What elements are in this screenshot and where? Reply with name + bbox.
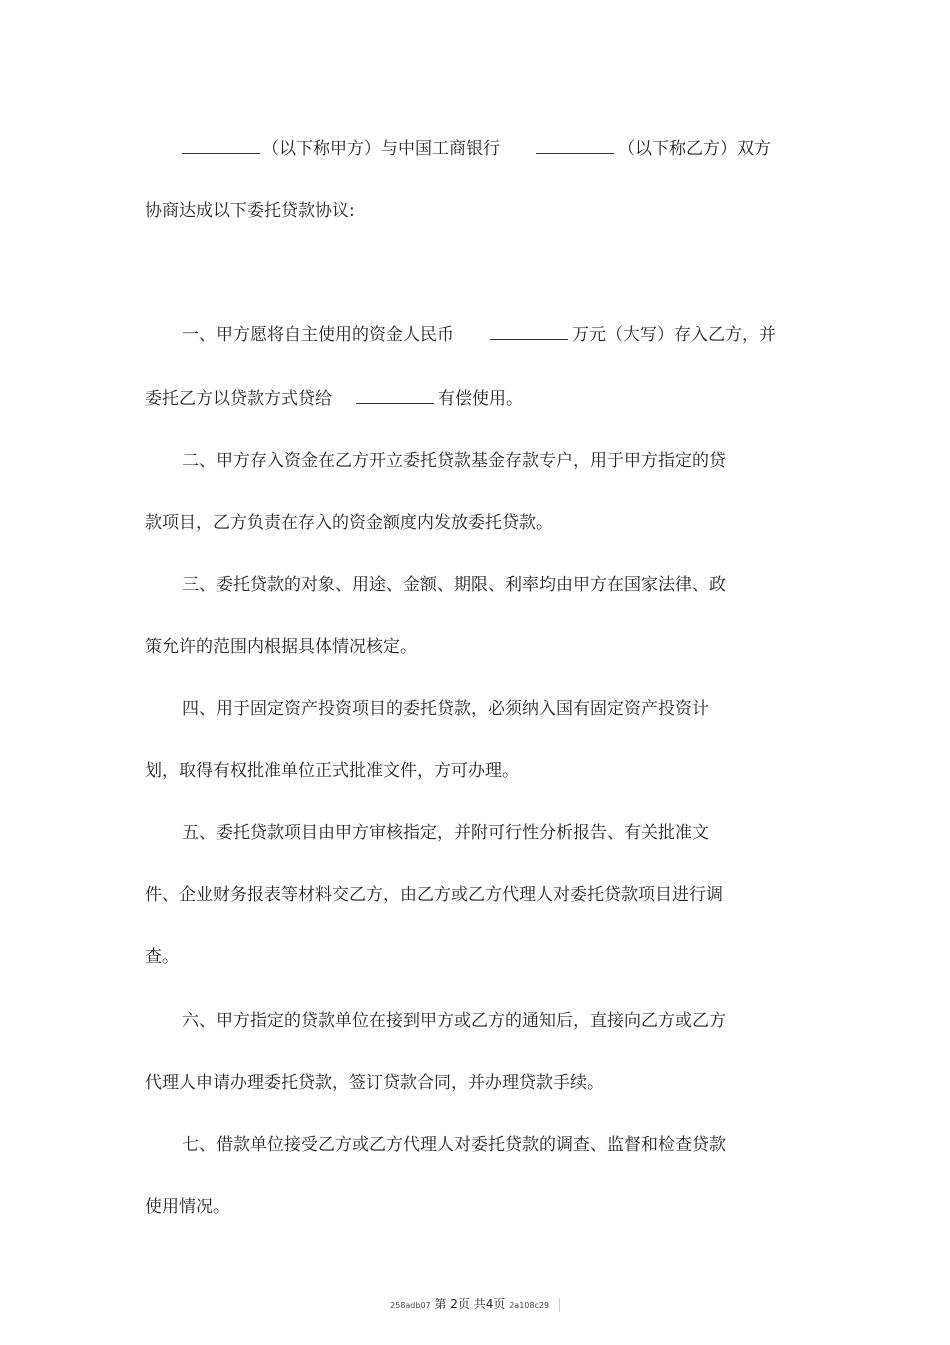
blank-party-a [182, 138, 260, 154]
clause-1-text-a: 一、甲方愿将自主使用的资金人民币 [182, 325, 454, 345]
clause-1-text-d: 有偿使用。 [438, 389, 523, 409]
clause-4-text-2: 划，取得有权批准单位正式批准文件，方可办理。 [145, 761, 519, 781]
clause-4-text-1: 四、用于固定资产投资项目的委托贷款，必须纳入国有固定资产投资计 [182, 699, 709, 719]
clause-6-text-2: 代理人申请办理委托贷款，签订贷款合同，并办理贷款手续。 [145, 1073, 604, 1093]
clause-1-text-b: 万元（大写）存入乙方，并 [572, 325, 776, 345]
clause-3-text-1: 三、委托贷款的对象、用途、金额、期限、利率均由甲方在国家法律、政 [182, 575, 726, 595]
clause-3-text-2: 策允许的范围内根据具体情况核定。 [145, 637, 417, 657]
page-footer [0, 1295, 950, 1312]
footer-divider [559, 1298, 560, 1312]
clause-5-text-2: 件、企业财务报表等材料交乙方，由乙方或乙方代理人对委托贷款项目进行调 [145, 885, 723, 905]
intro-text-c: 协商达成以下委托贷款协议: [145, 201, 355, 221]
blank-borrower [356, 388, 434, 404]
clause-5-text-1: 五、委托贷款项目由甲方审核指定，并附可行性分析报告、有关批准文 [182, 823, 709, 843]
clause-7-text-1: 七、借款单位接受乙方或乙方代理人对委托贷款的调查、监督和检查贷款 [182, 1135, 726, 1155]
blank-amount [490, 324, 568, 340]
clause-2-text-2: 款项目，乙方负责在存入的资金额度内发放委托贷款。 [145, 513, 553, 533]
clause-6-text-1: 六、甲方指定的贷款单位在接到甲方或乙方的通知后，直接向乙方或乙方 [182, 1011, 726, 1031]
clause-2-text-1: 二、甲方存入资金在乙方开立委托贷款基金存款专户，用于甲方指定的贷 [182, 451, 726, 471]
intro-text-b: （以下称乙方）双方 [618, 139, 771, 159]
page-number: 第 2页 共4页 [434, 1297, 506, 1311]
blank-bank-branch [536, 138, 614, 154]
clause-7-text-2: 使用情况。 [145, 1197, 230, 1217]
clause-5-text-3: 查。 [145, 947, 179, 967]
clause-1-text-c: 委托乙方以贷款方式贷给 [145, 389, 332, 409]
footer-code-left: 258adb07 [390, 1301, 431, 1310]
footer-code-right: 2a108c29 [509, 1301, 550, 1310]
intro-text-a: （以下称甲方）与中国工商银行 [262, 139, 500, 159]
